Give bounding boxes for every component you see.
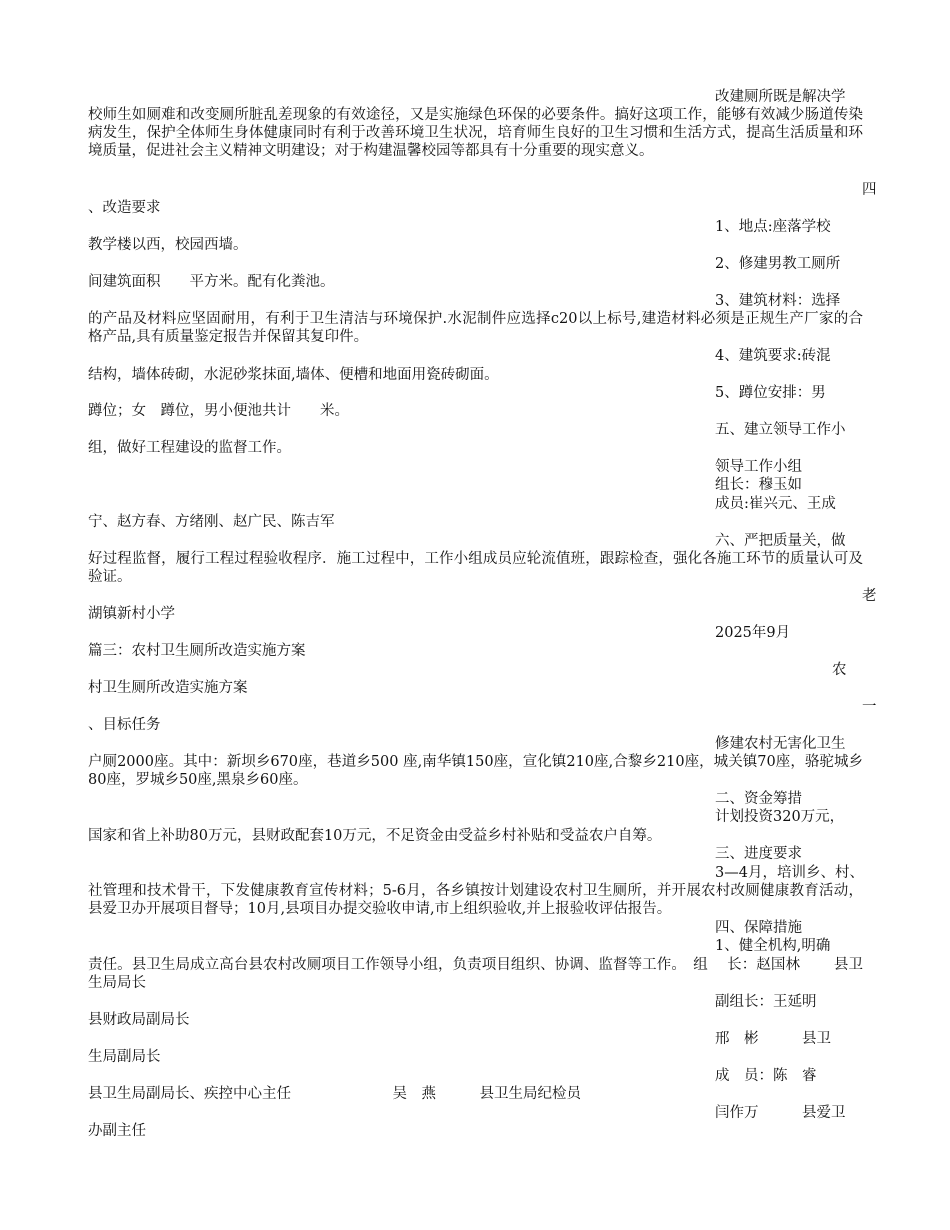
text-line: 县卫生局副局长、疾控中心主任 吴 燕 县卫生局纪检员 [88, 1086, 581, 1102]
text-line: 生局副局长 [88, 1049, 161, 1065]
text-line: 农 [832, 662, 847, 678]
text-line: 成 员：陈 睿 [715, 1068, 817, 1084]
text-line: 宁、赵方春、方绪刚、赵广民、陈吉军 [88, 514, 335, 530]
text-line: 四 [862, 182, 877, 198]
text-line: 一 [862, 699, 877, 715]
text-line: 蹲位；女 蹲位，男小便池共计 米。 [88, 403, 349, 419]
text-line: 改建厕所既是解决学 [715, 89, 846, 105]
text-line: 3—4月，培训乡、村、 [715, 865, 864, 881]
text-line: 领导工作小组 [715, 459, 802, 475]
section-heading: 三、进度要求 [715, 846, 802, 862]
chapter-title: 篇三：农村卫生厕所改造实施方案 [88, 643, 306, 659]
paragraph: 校师生如厕难和改变厕所脏乱差现象的有效途径，又是实施绿色环保的必要条件。搞好这项工作，能够有效减少肠道传染病发生，保护全体师生身体健康同时有利于改善环境卫生状况，培育师生良好的卫生习惯和生活方式，提高生活质量和环境质量，促进社会主义精神文明建设；对于构建温馨校园等都具有十分重要的现实意义。 [88, 107, 863, 159]
text-line: 1、健全机构,明确 [715, 938, 831, 954]
text-line: 六、严把质量关，做 [715, 533, 846, 549]
text-line: 湖镇新村小学 [88, 606, 175, 622]
section-heading: 二、资金筹措 [715, 791, 802, 807]
text-line: 4、建筑要求:砖混 [715, 348, 831, 364]
text-line: 老 [862, 588, 877, 604]
text-line: 5、蹲位安排：男 [715, 385, 826, 401]
text-line: 国家和省上补助80万元，县财政配套10万元，不足资金由受益乡村补贴和受益农户自筹。 [88, 828, 662, 844]
text-line: 村卫生厕所改造实施方案 [88, 680, 248, 696]
text-line: 成员:崔兴元、王成 [715, 496, 836, 512]
text-line: 办副主任 [88, 1123, 146, 1139]
paragraph: 的产品及材料应坚固耐用，有利于卫生清洁与环境保护.水泥制件应选择c20以上标号,建造材料必须是正规生产厂家的合格产品,具有质量鉴定报告并保留其复印件。 [88, 311, 863, 345]
text-line: 结构，墙体砖砌，水泥砂浆抹面,墙体、便槽和地面用瓷砖砌面。 [88, 367, 499, 383]
text-line: 计划投资320万元， [715, 809, 845, 825]
text-line: 组长：穆玉如 [715, 477, 802, 493]
text-line: 1、地点:座落学校 [715, 219, 831, 235]
text-line: 邢 彬 县卫 [715, 1031, 831, 1047]
paragraph: 户厕2000座。其中：新坝乡670座，巷道乡500 座,南华镇150座，宣化镇210座,合黎乡210座，城关镇70座，骆驼城乡80座，罗城乡50座,黑泉乡60座。 [88, 754, 863, 788]
paragraph: 好过程监督，履行工程过程验收程序．施工过程中，工作小组成员应轮流值班，跟踪检查，强化各施工环节的质量认可及验证。 [88, 551, 863, 585]
text-line: 组，做好工程建设的监督工作。 [88, 440, 291, 456]
text-line: 间建筑面积 平方米。配有化粪池。 [88, 274, 335, 290]
text-line: 闫作万 县爱卫 [715, 1105, 846, 1121]
text-line: 五、建立领导工作小 [715, 422, 846, 438]
text-line: 3、建筑材料：选择 [715, 293, 841, 309]
text-line: 县财政局副局长 [88, 1012, 190, 1028]
text-line: 2、修建男教工厕所 [715, 256, 841, 272]
section-heading: 、改造要求 [88, 200, 161, 216]
text-line: 教学楼以西，校园西墙。 [88, 237, 248, 253]
text-line: 副组长：王延明 [715, 994, 817, 1010]
section-heading: 四、保障措施 [715, 920, 802, 936]
date-line: 2025年9月 [715, 625, 791, 641]
paragraph: 社管理和技术骨干，下发健康教育宣传材料；5-6月，各乡镇按计划建设农村卫生厕所，并开展农村改厕健康教育活动，县爱卫办开展项目督导；10月,县项目办提交验收申请,市上组织验收,并上报验收评估报告。 [88, 883, 863, 917]
paragraph: 责任。县卫生局成立高台县农村改厕项目工作领导小组，负责项目组织、协调、监督等工作。 组 长：赵国林 县卫生局局长 [88, 957, 863, 991]
section-heading: 、目标任务 [88, 717, 161, 733]
text-line: 修建农村无害化卫生 [715, 736, 846, 752]
